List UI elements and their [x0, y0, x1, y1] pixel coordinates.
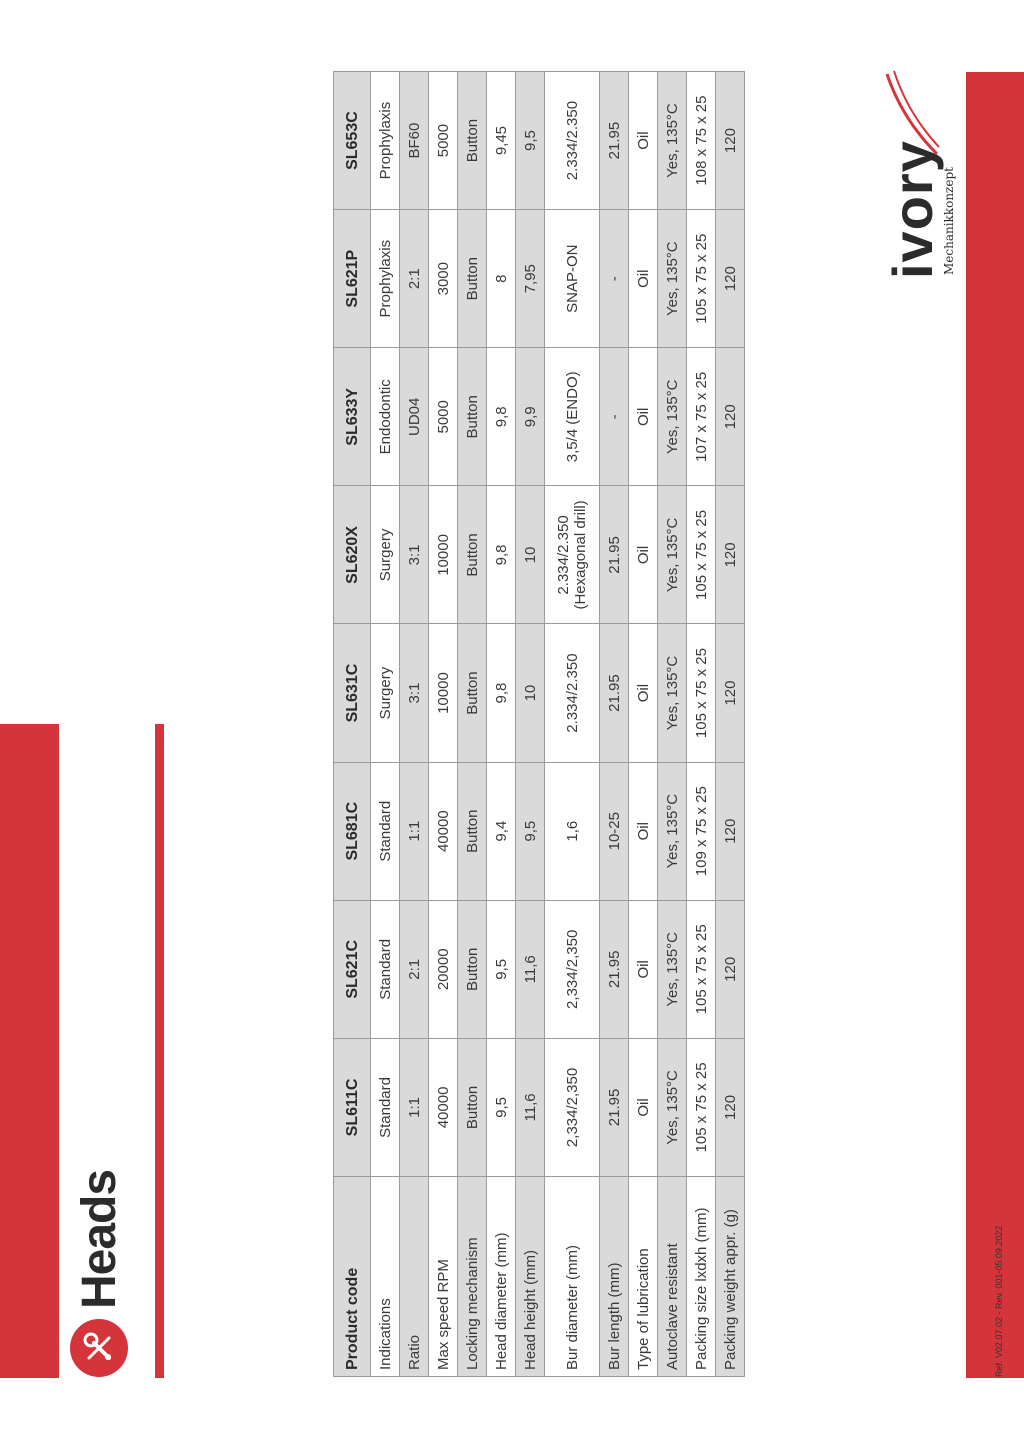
table-cell: 120: [716, 348, 745, 486]
table-cell: Button: [458, 900, 487, 1038]
table-row: [600, 72, 629, 1377]
table-cell: [545, 486, 600, 624]
table-cell: 9,5: [516, 72, 545, 210]
table-cell: -: [600, 210, 629, 348]
table-cell: Oil: [629, 624, 658, 762]
table-cell: 21.95: [600, 486, 629, 624]
table-cell: 21.95: [600, 900, 629, 1038]
row-label: Indications: [371, 1177, 400, 1377]
table-cell: 10000: [429, 624, 458, 762]
table-cell: Oil: [629, 900, 658, 1038]
table-cell: 40000: [429, 762, 458, 900]
table-cell: Oil: [629, 762, 658, 900]
table-cell: 120: [716, 72, 745, 210]
table-cell: 105 x 75 x 25: [687, 900, 716, 1038]
swoosh-icon: [882, 69, 942, 159]
table-cell: UD04: [400, 348, 429, 486]
page-heading: [70, 1170, 128, 1377]
table-cell: 105 x 75 x 25: [687, 624, 716, 762]
cell-subline: (Hexagonal drill): [572, 500, 589, 610]
table-cell: Oil: [629, 348, 658, 486]
table-cell: 3:1: [400, 624, 429, 762]
header-cell: SL631C: [334, 624, 371, 762]
table-cell: 5000: [429, 348, 458, 486]
table-cell: Prophylaxis: [371, 210, 400, 348]
table-cell: 9,5: [487, 1038, 516, 1176]
table-cell: Endodontic: [371, 348, 400, 486]
table-cell: 2:1: [400, 210, 429, 348]
table-cell: Button: [458, 762, 487, 900]
table-cell: Yes, 135°C: [658, 348, 687, 486]
row-label: Type of lubrication: [629, 1177, 658, 1377]
table-row: [716, 72, 745, 1377]
table-cell: 9,8: [487, 486, 516, 624]
table-cell: 2,334/2,350: [545, 1038, 600, 1176]
header-cell: SL681C: [334, 762, 371, 900]
table-cell: 1:1: [400, 762, 429, 900]
table-row: [687, 72, 716, 1377]
table-row: [429, 72, 458, 1377]
table-cell: 105 x 75 x 25: [687, 486, 716, 624]
table-cell: 10: [516, 486, 545, 624]
row-label: Packing size lxdxh (mm): [687, 1177, 716, 1377]
table-row: [658, 72, 687, 1377]
table-cell: 21.95: [600, 72, 629, 210]
brand-logo: [880, 69, 970, 279]
table-cell: 5000: [429, 72, 458, 210]
table-header-row: [334, 72, 371, 1377]
table-cell: Button: [458, 1038, 487, 1176]
table-cell: Yes, 135°C: [658, 624, 687, 762]
table-cell: Oil: [629, 1038, 658, 1176]
table-row: [371, 72, 400, 1377]
table-cell: 109 x 75 x 25: [687, 762, 716, 900]
table-cell: 10: [516, 624, 545, 762]
table-cell: 1,6: [545, 762, 600, 900]
table-cell: Yes, 135°C: [658, 900, 687, 1038]
table-cell: 120: [716, 624, 745, 762]
table-cell: 9,5: [487, 900, 516, 1038]
table-cell: 9,8: [487, 348, 516, 486]
table-cell: 9,5: [516, 762, 545, 900]
row-label: Head diameter (mm): [487, 1177, 516, 1377]
table-cell: Button: [458, 210, 487, 348]
table-cell: 2,334/2,350: [545, 900, 600, 1038]
table-row: [400, 72, 429, 1377]
table-cell: Oil: [629, 486, 658, 624]
table-cell: 120: [716, 210, 745, 348]
table-cell: -: [600, 348, 629, 486]
table-cell: 8: [487, 210, 516, 348]
table-cell: SNAP-ON: [545, 210, 600, 348]
table-cell: 120: [716, 762, 745, 900]
table-cell: Standard: [371, 1038, 400, 1176]
table-cell: Yes, 135°C: [658, 72, 687, 210]
table-cell: Yes, 135°C: [658, 762, 687, 900]
logo-wordmark: ivory: [881, 140, 944, 279]
table-cell: 11,6: [516, 900, 545, 1038]
header-cell: Product code: [334, 1177, 371, 1377]
table-cell: 10000: [429, 486, 458, 624]
header-cell: SL621C: [334, 900, 371, 1038]
table-cell: 108 x 75 x 25: [687, 72, 716, 210]
table-cell: Button: [458, 624, 487, 762]
table-row: [629, 72, 658, 1377]
table-cell: 105 x 75 x 25: [687, 1038, 716, 1176]
table-cell: 105 x 75 x 25: [687, 210, 716, 348]
row-label: Ratio: [400, 1177, 429, 1377]
table-row: [458, 72, 487, 1377]
table-cell: Button: [458, 348, 487, 486]
header-cell: SL621P: [334, 210, 371, 348]
table-cell: 3000: [429, 210, 458, 348]
table-cell: Surgery: [371, 486, 400, 624]
document-reference: Ref. V02.07.02 - Rev. 001-05.09.2022: [994, 1225, 1004, 1377]
table-cell: 40000: [429, 1038, 458, 1176]
row-label: Bur diameter (mm): [545, 1177, 600, 1377]
table-cell: 21.95: [600, 624, 629, 762]
table-cell: 107 x 75 x 25: [687, 348, 716, 486]
table-cell: 3:1: [400, 486, 429, 624]
cell-line: 2.334/2.350: [555, 515, 572, 595]
table-cell: 9,45: [487, 72, 516, 210]
table-cell: 10-25: [600, 762, 629, 900]
table-cell: 11,6: [516, 1038, 545, 1176]
table-cell: 120: [716, 1038, 745, 1176]
table-cell: 1:1: [400, 1038, 429, 1176]
table-row: [516, 72, 545, 1377]
table-cell: Oil: [629, 72, 658, 210]
row-label: Autoclave resistant: [658, 1177, 687, 1377]
table-cell: Standard: [371, 762, 400, 900]
row-label: Head height (mm): [516, 1177, 545, 1377]
table-cell: 9,4: [487, 762, 516, 900]
header-cell: SL653C: [334, 72, 371, 210]
table-cell: 21.95: [600, 1038, 629, 1176]
table-cell: 3,5/4 (ENDO): [545, 348, 600, 486]
table-cell: Oil: [629, 210, 658, 348]
row-label: Max speed RPM: [429, 1177, 458, 1377]
table-cell: Yes, 135°C: [658, 210, 687, 348]
table-cell: 9,8: [487, 624, 516, 762]
table-cell: 7,95: [516, 210, 545, 348]
table-cell: Surgery: [371, 624, 400, 762]
page-title: Heads: [72, 1169, 126, 1309]
header-cell: SL611C: [334, 1038, 371, 1176]
table-row: [487, 72, 516, 1377]
table-row: [545, 72, 600, 1377]
table-cell: 120: [716, 486, 745, 624]
row-label: Locking mechanism: [458, 1177, 487, 1377]
table-cell: Standard: [371, 900, 400, 1038]
table-cell: 2.334/2.350: [545, 72, 600, 210]
table-cell: BF60: [400, 72, 429, 210]
table-cell: Button: [458, 72, 487, 210]
table-cell: 9,9: [516, 348, 545, 486]
table-cell: Yes, 135°C: [658, 1038, 687, 1176]
logo-tagline: Mechanikkonzept: [942, 167, 956, 275]
table-cell: 120: [716, 900, 745, 1038]
row-label: Packing weight appr. (g): [716, 1177, 745, 1377]
table-cell: Button: [458, 486, 487, 624]
table-cell: 2:1: [400, 900, 429, 1038]
header-cell: SL620X: [334, 486, 371, 624]
header-cell: SL633Y: [334, 348, 371, 486]
tools-icon: [70, 1319, 128, 1377]
table-cell: Yes, 135°C: [658, 486, 687, 624]
table-cell: Prophylaxis: [371, 72, 400, 210]
table-cell: 2.334/2.350: [545, 624, 600, 762]
table-cell: 20000: [429, 900, 458, 1038]
row-label: Bur length (mm): [600, 1177, 629, 1377]
specs-table: [333, 71, 745, 1377]
